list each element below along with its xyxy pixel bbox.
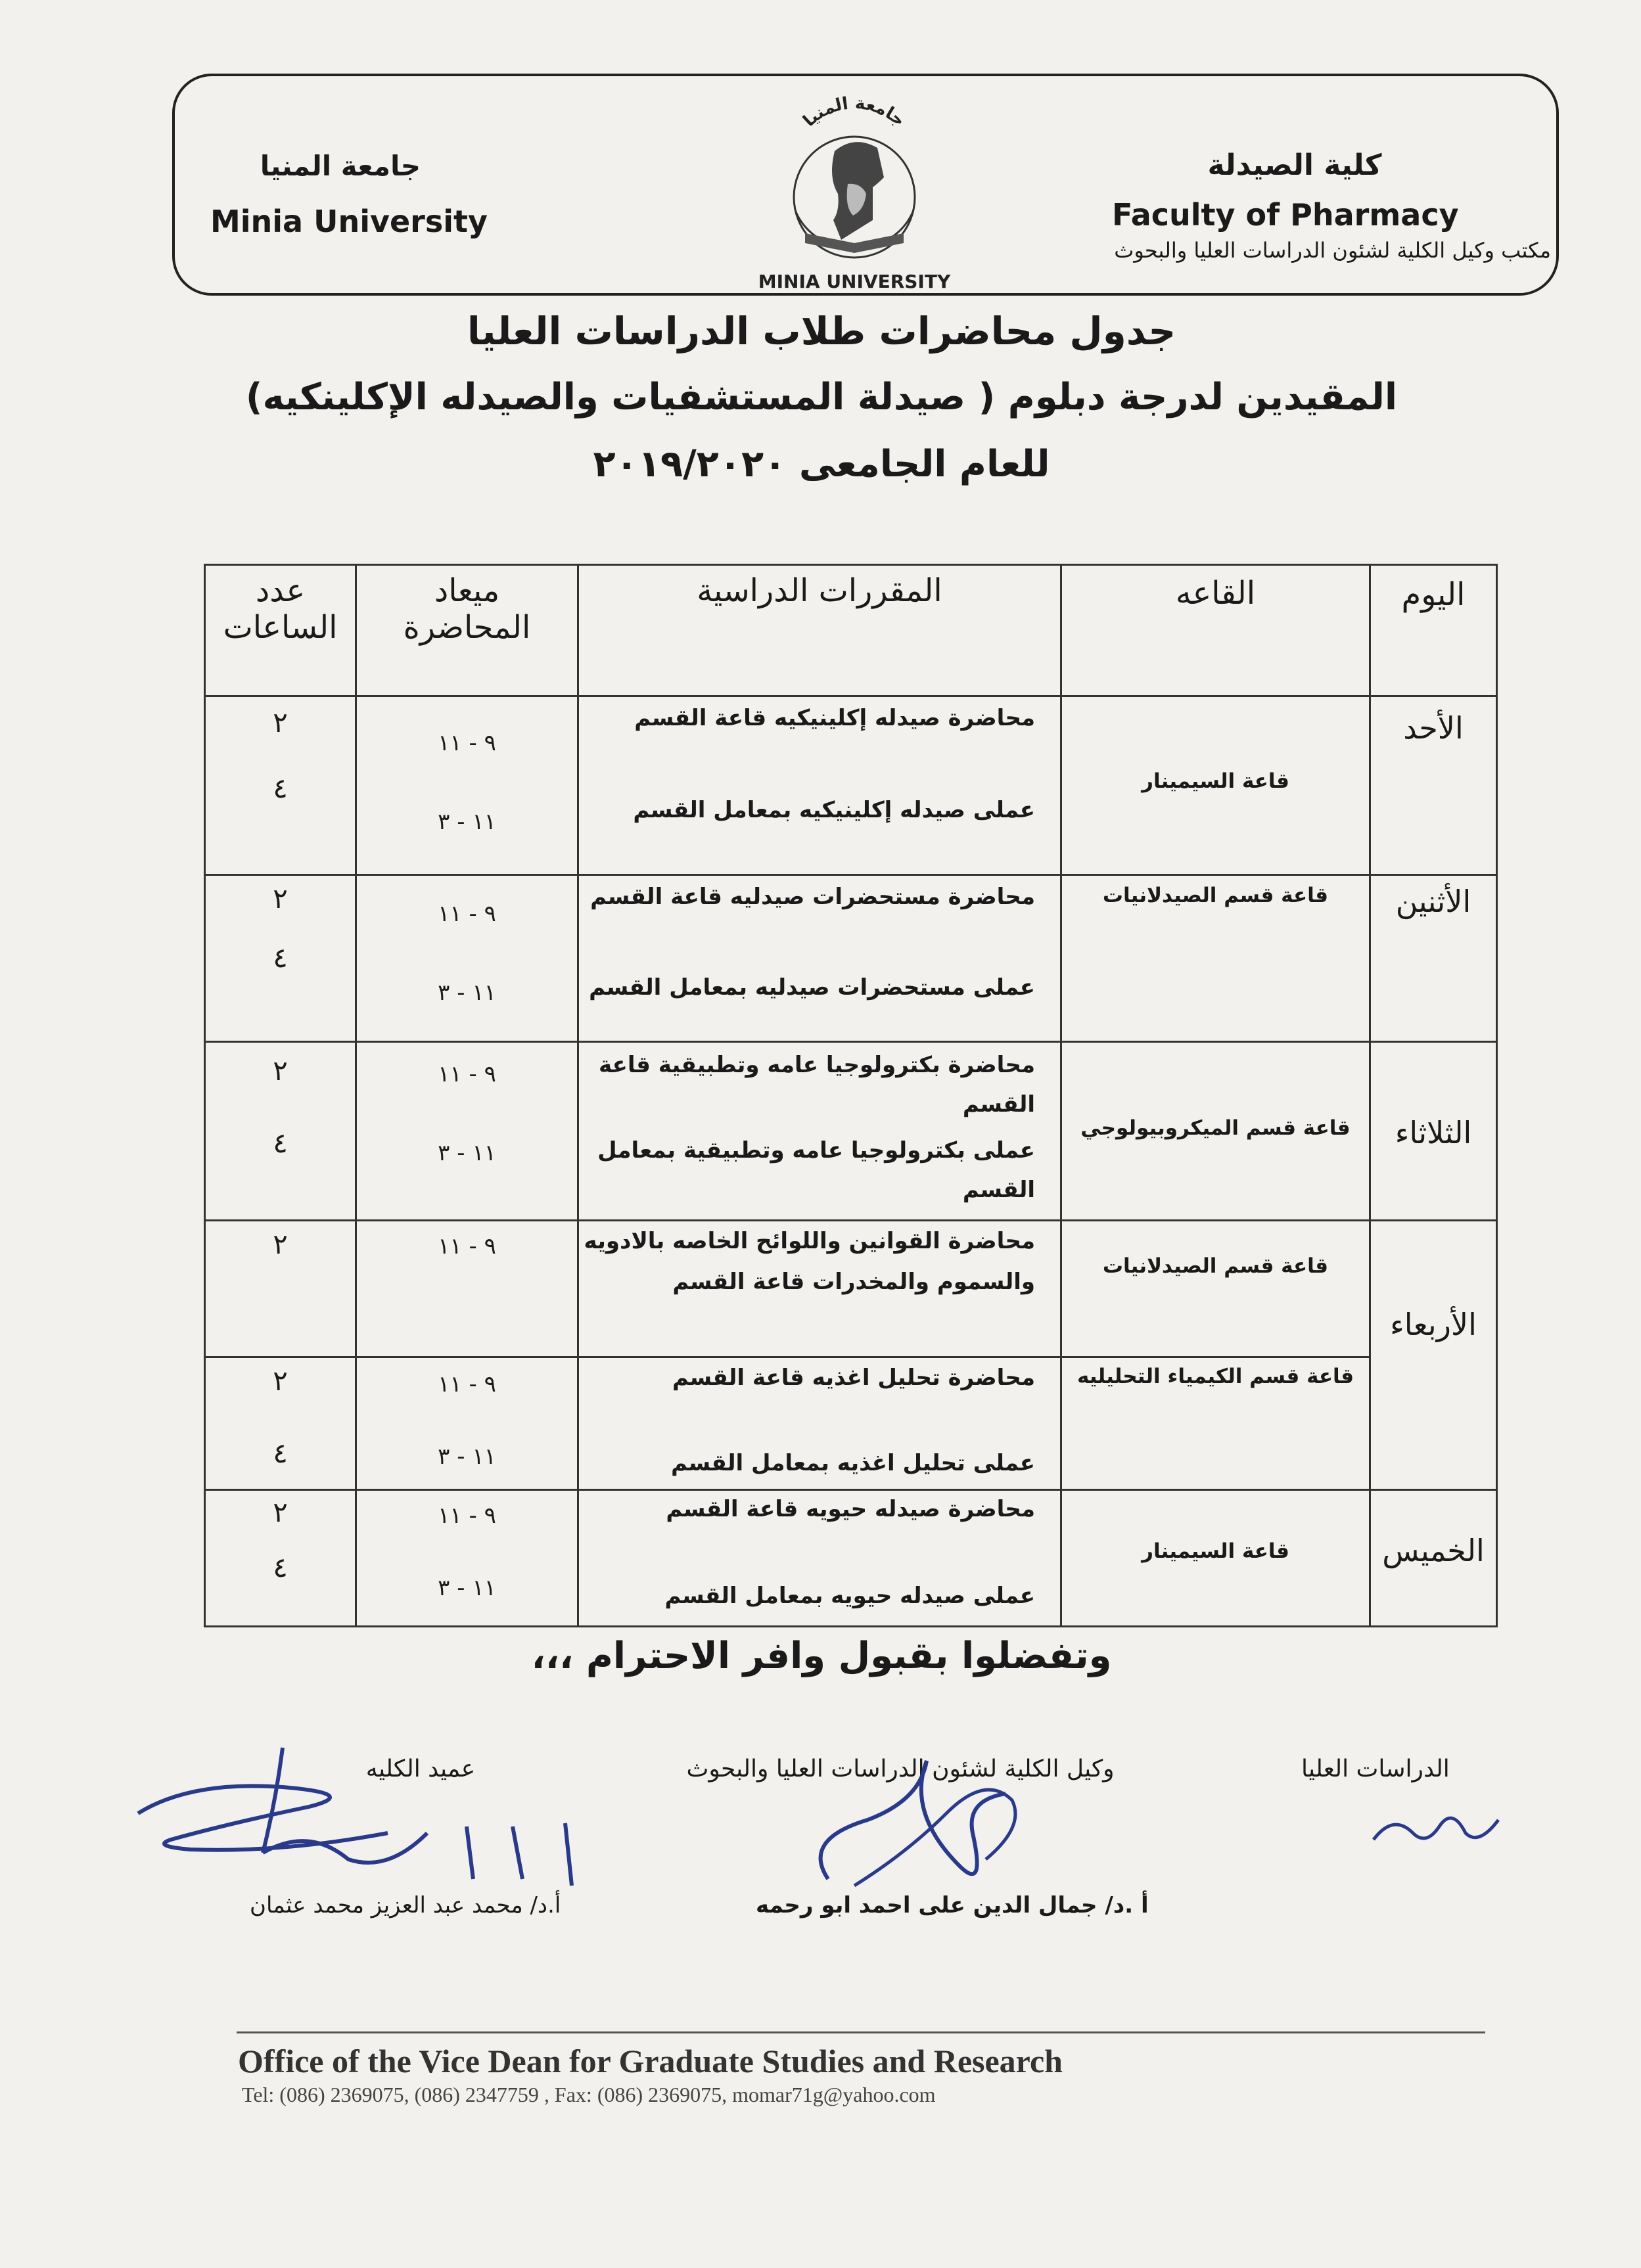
day-label: الأربعاء xyxy=(1390,1307,1477,1342)
hours-practical: ٤ xyxy=(273,941,288,974)
hall-label: قاعة قسم الكيمياء التحليليه xyxy=(1077,1365,1354,1388)
hall-label: قاعة السيمينار xyxy=(1142,1539,1289,1563)
university-logo xyxy=(756,79,953,296)
course-lecture-cont: القسم xyxy=(962,1091,1035,1118)
time-practical: ١١ - ٣ xyxy=(438,1140,496,1166)
course-practical: عملى صيدله حيويه بمعامل القسم xyxy=(664,1583,1035,1609)
hours-lecture: ٢ xyxy=(273,1055,288,1087)
hall-label: قاعة قسم الصيدلانيات xyxy=(1102,884,1329,907)
academic-year: للعام الجامعى ٢٠١٩/٢٠٢٠ xyxy=(593,443,1050,486)
faculty-name-ar: كلية الصيدلة xyxy=(1207,148,1382,182)
time-lecture: ٩ - ١١ xyxy=(438,1233,496,1259)
course-lecture: محاضرة بكترولوجيا عامه وتطبيقية قاعة xyxy=(599,1052,1035,1078)
hours-practical: ٤ xyxy=(273,1551,288,1583)
hall-label: قاعة السيمينار xyxy=(1142,769,1289,793)
vice-dean-name: أ .د/ جمال الدين على احمد ابو رحمه xyxy=(756,1892,1149,1918)
course-practical: عملى بكترولوجيا عامه وتطبيقية بمعامل xyxy=(597,1137,1035,1164)
header-day: اليوم xyxy=(1370,565,1497,696)
hall-label: قاعة قسم الميكروبيولوجي xyxy=(1080,1116,1351,1140)
course-lecture: محاضرة مستحضرات صيدليه قاعة القسم xyxy=(590,884,1035,910)
hours-practical: ٤ xyxy=(273,1437,288,1469)
course-practical-cont: القسم xyxy=(962,1177,1035,1203)
header-courses: المقررات الدراسية xyxy=(578,565,1061,696)
course-practical: عملى تحليل اغذيه بمعامل القسم xyxy=(671,1450,1035,1476)
course-lecture: محاضرة تحليل اغذيه قاعة القسم xyxy=(672,1365,1035,1391)
office-name-ar: مكتب وكيل الكلية لشئون الدراسات العليا والبحوث xyxy=(1114,238,1551,263)
hours-practical: ٤ xyxy=(273,772,288,804)
hours-lecture: ٢ xyxy=(273,706,288,738)
time-practical: ١١ - ٣ xyxy=(438,1575,496,1601)
schedule-subtitle: المقيدين لدرجة دبلوم ( صيدلة المستشفيات والصيدله الإكلينكيه) xyxy=(245,376,1398,419)
university-name-en: Minia University xyxy=(210,204,488,239)
table-row xyxy=(205,1221,1497,1357)
hours-practical: ٤ xyxy=(273,1127,288,1159)
hours-lecture: ٢ xyxy=(273,1496,288,1528)
university-name-ar: جامعة المنيا xyxy=(260,150,421,182)
day-label: الخميس xyxy=(1382,1533,1485,1568)
course-practical: عملى مستحضرات صيدليه بمعامل القسم xyxy=(589,974,1035,1001)
table-row xyxy=(205,1490,1497,1627)
grad-studies-initials xyxy=(1360,1794,1518,1859)
vice-dean-signature xyxy=(789,1735,1065,1905)
footer-divider xyxy=(237,2031,1485,2033)
dean-title: عميد الكليه xyxy=(365,1756,476,1782)
header-hall: القاعه xyxy=(1061,565,1370,696)
logo-caption: MINIA UNIVERSITY xyxy=(758,271,951,292)
header-time: ميعاد المحاضرة xyxy=(356,565,578,696)
dean-name: أ.د/ محمد عبد العزيز محمد عثمان xyxy=(250,1892,561,1918)
hall-label: قاعة قسم الصيدلانيات xyxy=(1102,1254,1329,1278)
schedule-table xyxy=(204,564,1498,1627)
logo-arc-text: جامعة المنيا xyxy=(799,93,910,131)
time-lecture: ٩ - ١١ xyxy=(438,901,496,927)
dean-signature xyxy=(112,1708,690,1905)
time-practical: ١١ - ٣ xyxy=(438,809,496,835)
day-label: الثلاثاء xyxy=(1395,1115,1472,1150)
hours-lecture: ٢ xyxy=(273,1228,288,1260)
course-lecture: محاضرة القوانين واللوائح الخاصه بالادويه xyxy=(584,1228,1035,1254)
time-lecture: ٩ - ١١ xyxy=(438,1061,496,1087)
table-header-row xyxy=(205,565,1497,696)
course-lecture: محاضرة صيدله حيويه قاعة القسم xyxy=(666,1496,1035,1522)
grad-studies-label: الدراسات العليا xyxy=(1301,1756,1450,1782)
day-label: الأحد xyxy=(1403,710,1464,746)
hours-lecture: ٢ xyxy=(273,882,288,915)
table-row xyxy=(205,1042,1497,1221)
time-lecture: ٩ - ١١ xyxy=(438,1371,496,1397)
table-row xyxy=(205,875,1497,1042)
time-lecture: ٩ - ١١ xyxy=(438,730,496,756)
svg-text:جامعة المنيا xyxy=(799,93,909,131)
closing-text: وتفضلوا بقبول وافر الاحترام ،،، xyxy=(531,1635,1112,1677)
schedule-title: جدول محاضرات طلاب الدراسات العليا xyxy=(467,309,1176,353)
time-practical: ١١ - ٣ xyxy=(438,1443,496,1470)
faculty-name-en: Faculty of Pharmacy xyxy=(1112,197,1459,233)
vice-dean-title: وكيل الكلية لشئون الدراسات العليا والبحوث xyxy=(686,1756,1115,1782)
table-row xyxy=(205,1357,1497,1490)
hours-lecture: ٢ xyxy=(273,1365,288,1397)
table-row xyxy=(205,696,1497,875)
footer-contact-info: Tel: (086) 2369075, (086) 2347759 , Fax: (086) 2369075, momar71g@yahoo.com xyxy=(242,2083,936,2106)
footer-office-name: Office of the Vice Dean for Graduate Studies and Research xyxy=(238,2043,1063,2079)
course-lecture: محاضرة صيدله إكلينيكيه قاعة القسم xyxy=(634,705,1035,731)
course-lecture-cont: والسموم والمخدرات قاعة القسم xyxy=(672,1269,1035,1295)
course-practical: عملى صيدله إكلينيكيه بمعامل القسم xyxy=(633,797,1035,823)
time-practical: ١١ - ٣ xyxy=(438,980,496,1006)
header-hours: عدد الساعات xyxy=(205,565,356,696)
day-label: الأثنين xyxy=(1395,884,1471,919)
time-lecture: ٩ - ١١ xyxy=(438,1503,496,1529)
